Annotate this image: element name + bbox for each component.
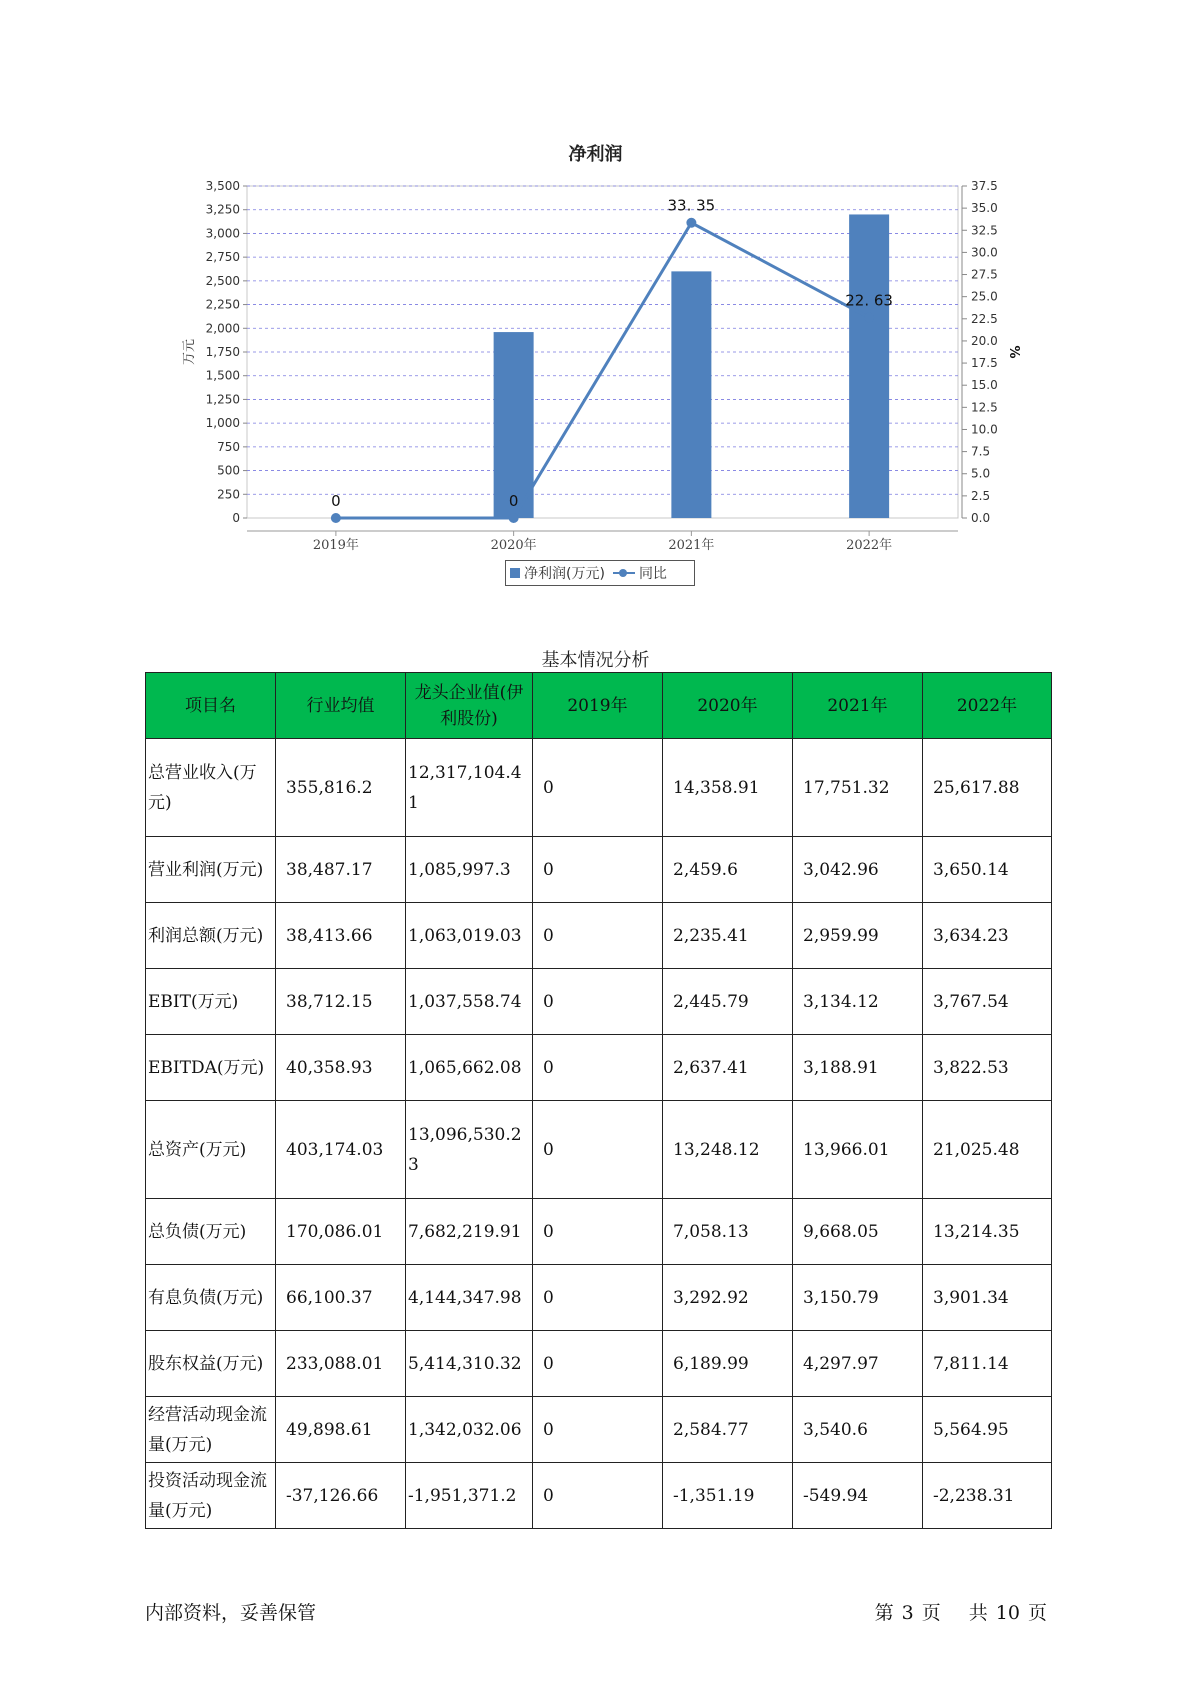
y-tick-label: 500 [217, 463, 240, 478]
table-cell: 3,292.92 [663, 1265, 793, 1331]
table-cell: -37,126.66 [276, 1463, 406, 1529]
y-tick-label: 3,000 [205, 226, 240, 241]
x-tick-label: 2020年 [490, 538, 537, 553]
row-label: 利润总额(万元) [146, 903, 276, 969]
row-label: 总营业收入(万元) [146, 739, 276, 837]
y-right-tick-label: 12.5 [971, 400, 998, 415]
row-label: 营业利润(万元) [146, 837, 276, 903]
y-tick-label: 2,500 [205, 273, 240, 288]
data-label-yoy: 22. 63 [845, 291, 893, 310]
table-caption: 基本情况分析 [541, 650, 650, 671]
y-tick-label: 3,250 [205, 202, 240, 217]
table-cell: 3,634.23 [923, 903, 1052, 969]
y-tick-label: 2,000 [205, 321, 240, 336]
table-cell: 3,188.91 [793, 1035, 923, 1101]
y-tick-label: 0 [232, 511, 240, 525]
total-prefix: 共 [968, 1602, 988, 1624]
table-cell: 38,413.66 [276, 903, 406, 969]
header-2021: 2021年 [793, 673, 923, 739]
table-cell: 49,898.61 [276, 1397, 406, 1463]
y-right-tick-label: 20.0 [971, 333, 998, 348]
table-cell: 2,584.77 [663, 1397, 793, 1463]
chart-legend [505, 560, 695, 586]
x-tick-label: 2022年 [846, 538, 893, 553]
y-right-tick-label: 22.5 [971, 311, 998, 326]
table-cell: 38,712.15 [276, 969, 406, 1035]
table-cell: 4,144,347.98 [406, 1265, 533, 1331]
y-tick-label: 2,250 [205, 297, 240, 312]
page-number: 3 [901, 1602, 914, 1624]
y-right-tick-label: 30.0 [971, 245, 998, 260]
table-cell: 13,248.12 [663, 1101, 793, 1199]
chart-title: 净利润 [568, 144, 623, 165]
table-cell: 3,042.96 [793, 837, 923, 903]
table-cell: 233,088.01 [276, 1331, 406, 1397]
y-right-tick-label: 25.0 [971, 289, 998, 304]
table-cell: 9,668.05 [793, 1199, 923, 1265]
bar-net-profit [671, 271, 711, 518]
data-label-yoy: 0 [508, 492, 519, 510]
y-right-tick-label: 0.0 [971, 511, 991, 525]
table-row [146, 1199, 1052, 1265]
y-right-tick-label: 10.0 [971, 422, 998, 437]
y-right-tick-label: 35.0 [971, 201, 998, 216]
table-cell: 40,358.93 [276, 1035, 406, 1101]
table-cell: 0 [533, 1199, 663, 1265]
x-tick-label: 2021年 [668, 538, 715, 553]
table-cell: 170,086.01 [276, 1199, 406, 1265]
page-prefix: 第 [874, 1602, 894, 1624]
table-cell: 3,540.6 [793, 1397, 923, 1463]
legend-bar-swatch [510, 568, 520, 578]
y-tick-label: 1,750 [205, 345, 240, 359]
table-cell: 7,682,219.91 [406, 1199, 533, 1265]
table-cell: 0 [533, 903, 663, 969]
table-cell: -1,951,371.2 [406, 1463, 533, 1529]
y-right-axis-title: % [1006, 345, 1021, 359]
y-tick-label: 1,000 [205, 416, 240, 431]
row-label: 经营活动现金流量(万元) [146, 1397, 276, 1463]
total-suffix: 页 [1027, 1602, 1047, 1624]
table-row [146, 739, 1052, 837]
header-industry-avg: 行业均值 [276, 673, 406, 739]
table-cell: 3,150.79 [793, 1265, 923, 1331]
y-right-tick-label: 32.5 [971, 223, 998, 238]
row-label: 总资产(万元) [146, 1101, 276, 1199]
bar-net-profit [849, 214, 889, 518]
table-cell: 66,100.37 [276, 1265, 406, 1331]
page-indicator [871, 1598, 1051, 1625]
table-cell: 1,065,662.08 [406, 1035, 533, 1101]
table-cell: 21,025.48 [923, 1101, 1052, 1199]
table-header-row [146, 673, 1052, 739]
legend-bar-label: 净利润(万元) [524, 566, 605, 582]
table-cell: 6,189.99 [663, 1331, 793, 1397]
table-cell: 0 [533, 1265, 663, 1331]
table-row [146, 1101, 1052, 1199]
page-suffix: 页 [921, 1602, 941, 1624]
table-row [146, 1463, 1052, 1529]
row-label: 有息负债(万元) [146, 1265, 276, 1331]
row-label: 投资活动现金流量(万元) [146, 1463, 276, 1529]
y-tick-label: 750 [217, 439, 240, 454]
table-cell: 13,966.01 [793, 1101, 923, 1199]
table-cell: 14,358.91 [663, 739, 793, 837]
point-yoy [686, 218, 696, 228]
table-cell: 13,096,530.23 [406, 1101, 533, 1199]
legend-line-swatch [613, 568, 635, 578]
table-cell: 5,414,310.32 [406, 1331, 533, 1397]
table-cell: 38,487.17 [276, 837, 406, 903]
table-cell: 3,134.12 [793, 969, 923, 1035]
table-cell: 12,317,104.41 [406, 739, 533, 837]
table-cell: 3,650.14 [923, 837, 1052, 903]
header-2019: 2019年 [533, 673, 663, 739]
table-cell: 0 [533, 969, 663, 1035]
y-right-tick-label: 15.0 [971, 378, 998, 393]
table-cell: 355,816.2 [276, 739, 406, 837]
table-cell: 3,822.53 [923, 1035, 1052, 1101]
net-profit-chart [0, 0, 1191, 600]
table-cell: 2,445.79 [663, 969, 793, 1035]
header-2020: 2020年 [663, 673, 793, 739]
data-label-yoy: 33. 35 [667, 196, 716, 215]
table-cell: -1,351.19 [663, 1463, 793, 1529]
data-label-yoy: 0 [331, 492, 341, 510]
table-cell: 1,063,019.03 [406, 903, 533, 969]
table-cell: 403,174.03 [276, 1101, 406, 1199]
table-row [146, 837, 1052, 903]
table-cell: 3,767.54 [923, 969, 1052, 1035]
table-row [146, 1331, 1052, 1397]
confidential-note: 内部资料，妥善保管 [145, 1602, 317, 1624]
table-cell: 0 [533, 1035, 663, 1101]
table-row [146, 1397, 1052, 1463]
table-cell: 0 [533, 1101, 663, 1199]
table-cell: 25,617.88 [923, 739, 1052, 837]
table-cell: 2,459.6 [663, 837, 793, 903]
row-label: 股东权益(万元) [146, 1331, 276, 1397]
y-tick-label: 250 [217, 487, 240, 502]
header-item-name: 项目名 [146, 673, 276, 739]
table-row [146, 1035, 1052, 1101]
table-cell: 0 [533, 739, 663, 837]
y-tick-label: 3,500 [205, 179, 240, 193]
table-cell: -2,238.31 [923, 1463, 1052, 1529]
table-cell: 4,297.97 [793, 1331, 923, 1397]
table-cell: 1,342,032.06 [406, 1397, 533, 1463]
table-cell: 13,214.35 [923, 1199, 1052, 1265]
y-axis-title: 万元 [182, 338, 197, 366]
table-cell: 0 [533, 1463, 663, 1529]
total-pages: 10 [995, 1602, 1020, 1624]
y-right-tick-label: 17.5 [971, 356, 998, 371]
point-yoy [864, 313, 874, 323]
table-row [146, 969, 1052, 1035]
y-right-tick-label: 5.0 [971, 466, 991, 481]
basic-analysis-table [145, 672, 1052, 1529]
table-cell: 2,637.41 [663, 1035, 793, 1101]
table-cell: -549.94 [793, 1463, 923, 1529]
y-tick-label: 1,250 [205, 392, 240, 407]
y-right-tick-label: 37.5 [971, 179, 998, 193]
row-label: 总负债(万元) [146, 1199, 276, 1265]
y-right-tick-label: 2.5 [971, 488, 991, 503]
table-row [146, 1265, 1052, 1331]
table-cell: 1,037,558.74 [406, 969, 533, 1035]
table-cell: 0 [533, 837, 663, 903]
table-cell: 7,811.14 [923, 1331, 1052, 1397]
table-cell: 2,235.41 [663, 903, 793, 969]
table-cell: 5,564.95 [923, 1397, 1052, 1463]
y-right-tick-label: 7.5 [971, 444, 991, 459]
table-cell: 17,751.32 [793, 739, 923, 837]
header-leader-value: 龙头企业值(伊利股份) [406, 673, 533, 739]
row-label: EBIT(万元) [146, 969, 276, 1035]
table-cell: 0 [533, 1331, 663, 1397]
table-cell: 1,085,997.3 [406, 837, 533, 903]
table-cell: 3,901.34 [923, 1265, 1052, 1331]
header-2022: 2022年 [923, 673, 1052, 739]
line-yoy [336, 223, 869, 518]
y-tick-label: 2,750 [205, 250, 240, 265]
bar-net-profit [494, 332, 534, 518]
row-label: EBITDA(万元) [146, 1035, 276, 1101]
point-yoy [509, 513, 519, 523]
legend-line-label: 同比 [638, 566, 667, 582]
table-cell: 2,959.99 [793, 903, 923, 969]
table-row [146, 903, 1052, 969]
point-yoy [331, 513, 341, 523]
table-cell: 7,058.13 [663, 1199, 793, 1265]
y-tick-label: 1,500 [205, 368, 240, 383]
y-right-tick-label: 27.5 [971, 267, 998, 282]
table-cell: 0 [533, 1397, 663, 1463]
x-tick-label: 2019年 [312, 538, 359, 553]
